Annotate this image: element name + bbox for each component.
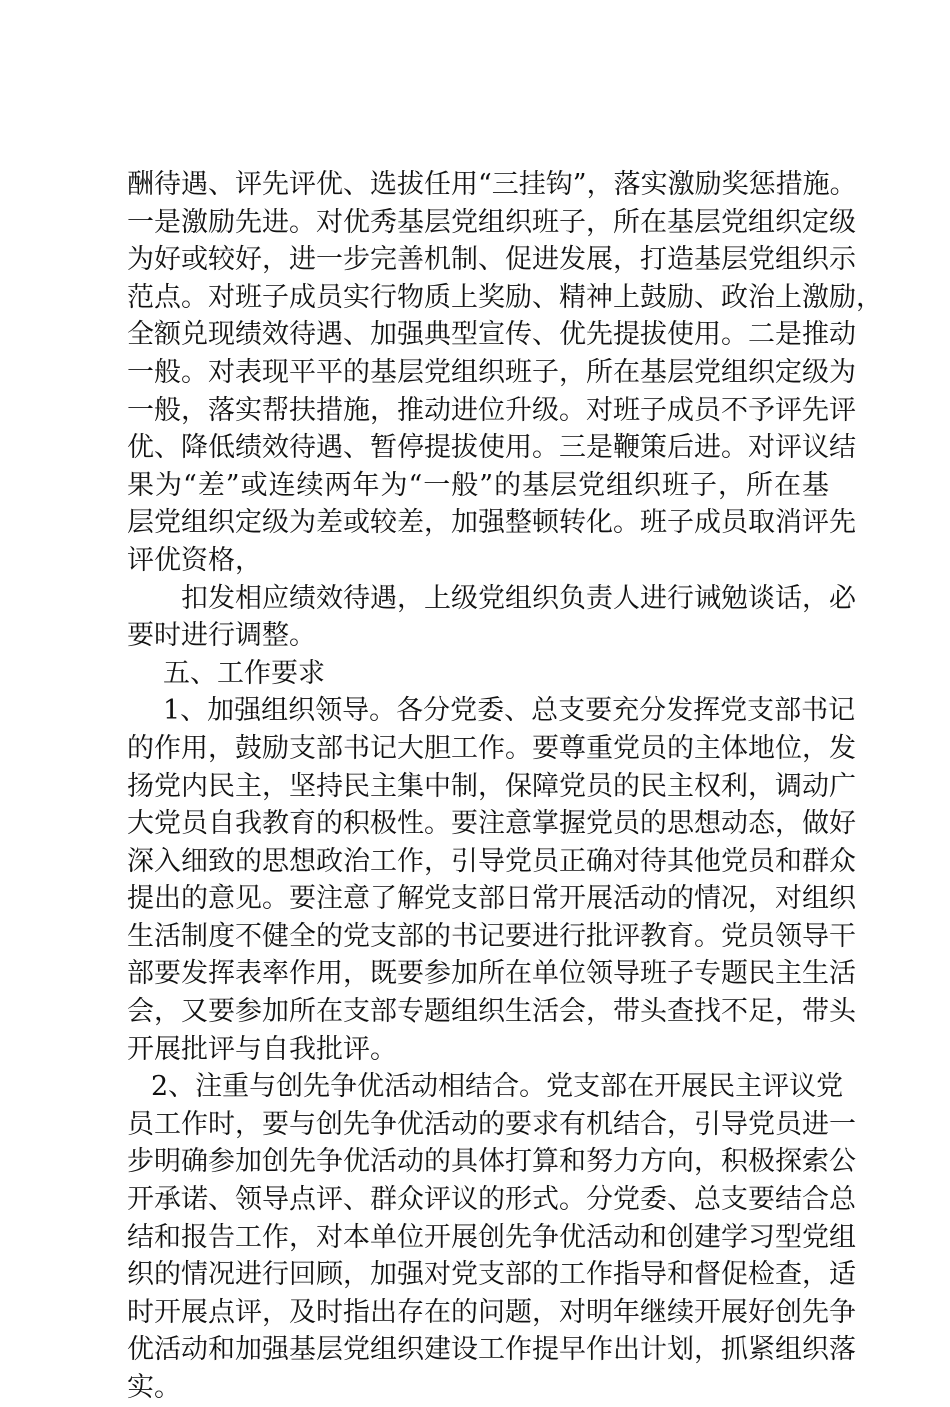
text-line: 范点。对班子成员实行物质上奖励、精神上鼓励、政治上激励， [127, 281, 883, 313]
text-line: 织的情况进行回顾，加强对党支部的工作指导和督促检查，适 [127, 1259, 856, 1291]
text-line: 层党组织定级为差或较差，加强整顿转化。班子成员取消评先 [127, 507, 856, 539]
paragraph-start-line: 扣发相应绩效待遇，上级党组织负责人进行诫勉谈话，必 [181, 582, 856, 614]
paragraph-start-line: 1、加强组织领导。各分党委、总支要充分发挥党支部书记 [163, 695, 856, 727]
text-line: 评优资格， [127, 544, 262, 576]
text-line: 的作用，鼓励支部书记大胆工作。要尊重党员的主体地位，发 [127, 732, 856, 764]
text-line: 一是激励先进。对优秀基层党组织班子，所在基层党组织定级 [127, 206, 856, 238]
text-line: 生活制度不健全的党支部的书记要进行批评教育。党员领导干 [127, 920, 856, 952]
text-line: 结和报告工作，对本单位开展创先争优活动和创建学习型党组 [127, 1221, 856, 1253]
text-line: 部要发挥表率作用，既要参加所在单位领导班子专题民主生活 [127, 958, 856, 990]
text-line: 提出的意见。要注意了解党支部日常开展活动的情况，对组织 [127, 883, 856, 915]
text-line: 酬待遇、评先评优、选拔任用“三挂钩”，落实激励奖惩措施。 [127, 169, 857, 200]
text-line: 一般。对表现平平的基层党组织班子，所在基层党组织定级为 [127, 356, 856, 388]
text-line: 优、降低绩效待遇、暂停提拔使用。三是鞭策后进。对评议结 [127, 432, 856, 464]
text-line: 一般，落实帮扶措施，推动进位升级。对班子成员不予评先评 [127, 394, 856, 426]
document-body [127, 166, 883, 1407]
paragraph-start-line: 2、注重与创先争优活动相结合。党支部在开展民主评议党 [151, 1071, 844, 1103]
text-line: 深入细致的思想政治工作，引导党员正确对待其他党员和群众 [127, 845, 856, 877]
text-line: 实。 [127, 1372, 181, 1403]
text-line: 果为“差”或连续两年为“一般”的基层党组织班子，所在基 [127, 469, 829, 501]
text-line: 步明确参加创先争优活动的具体打算和努力方向，积极探索公 [127, 1146, 856, 1178]
text-line: 开展批评与自我批评。 [127, 1033, 397, 1065]
text-line: 优活动和加强基层党组织建设工作提早作出计划，抓紧组织落 [127, 1334, 856, 1366]
text-line: 要时进行调整。 [127, 620, 316, 652]
text-line: 会，又要参加所在支部专题组织生活会，带头查找不足，带头 [127, 996, 856, 1028]
text-line: 为好或较好，进一步完善机制、促进发展，打造基层党组织示 [127, 244, 856, 276]
text-line: 员工作时，要与创先争优活动的要求有机结合，引导党员进一 [127, 1108, 856, 1140]
text-line: 大党员自我教育的积极性。要注意掌握党员的思想动态，做好 [127, 808, 856, 840]
section-heading: 五、工作要求 [163, 657, 325, 689]
text-line: 时开展点评，及时指出存在的问题，对明年继续开展好创先争 [127, 1296, 856, 1328]
text-line: 全额兑现绩效待遇、加强典型宣传、优先提拔使用。二是推动 [127, 319, 856, 351]
text-line: 开承诺、领导点评、群众评议的形式。分党委、总支要结合总 [127, 1184, 856, 1216]
text-line: 扬党内民主，坚持民主集中制，保障党员的民主权利，调动广 [127, 770, 856, 802]
